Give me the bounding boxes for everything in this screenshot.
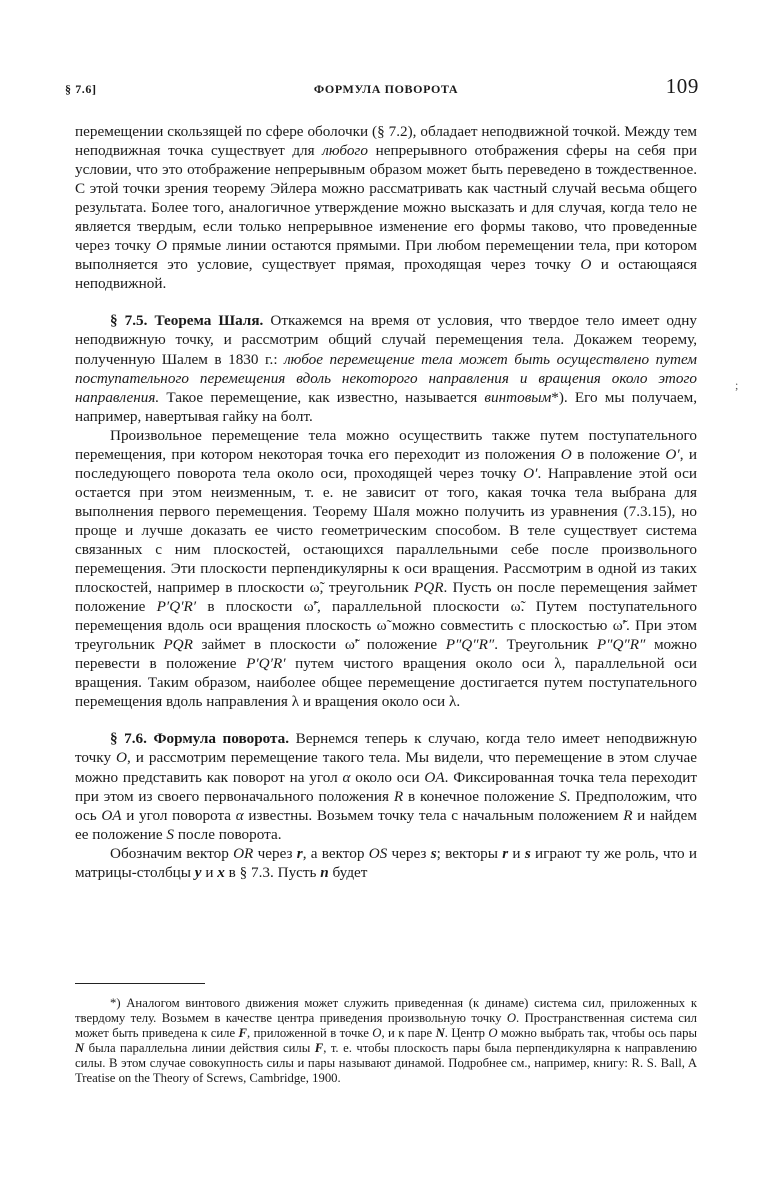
page <box>65 74 699 882</box>
section-7-5-heading: § 7.5. Теорема Шаля. <box>110 312 264 330</box>
header-title: ФОРМУЛА ПОВОРОТА <box>313 82 459 96</box>
section-7-6: § 7.6. Формула поворота. Вернемся теперь к случаю, когда тело имеет неподвижную точку O, и рассмотрим перемещение такого тела. Мы видели, что перемещение в этом случае можно представить как поворот на угол α около оси OA. Фиксированная точка тела переходит при этом из своего первоначального положения R в конечное положение S. Предположим, что ось OA и угол поворота α известны. Возьмем точку тела с начальным положением R и найдем ее положение S после поворота. <box>75 730 698 843</box>
header-section: § 7.6] <box>65 82 97 96</box>
body-text <box>75 122 697 882</box>
section-7-5: § 7.5. Теорема Шаля. Откажемся на время от условия, что твердое тело имеет одну неподвижную точку, и рассмотрим общий случай перемещения тела. Докажем теорему, полученную Шалем в 1830 г.: любое перемещение тела может быть осуществлено путем поступательного перемещения вдоль некоторого направления и вращения около этого направления. Такое перемещение, как известно, называется винтовым*). Его мы получаем, например, навертывая гайку на болт. <box>75 312 697 425</box>
footnote: *) Аналогом винтового движения может служить приведенная (к динаме) система сил, приложенных к твердому телу. Возьмем в качестве центра приведения произвольную точку O. Пространственная система сил может быть приведена к силе F, приложенной в точке O, и к паре N. Центр O можно выбрать так, чтобы ось пары N была параллельна линии действия силы F, т. е. чтобы плоскость пары была перпендикулярна к направлению силы. В этом случае совокупность силы и пары называют динамой. Подробнее см., например, книгу: R. S. Ball, A Treatise on the Theory of Screws, Cambridge, 1900. <box>75 996 698 1086</box>
running-header <box>65 74 699 104</box>
footnotes <box>75 983 697 1087</box>
margin-mark: ; <box>735 378 739 392</box>
footnote-rule <box>75 983 205 984</box>
paragraph-1: перемещении скользящей по сфере оболочки (§ 7.2), обладает неподвижной точкой. Между тем неподвижная точка существует для любого непрерывного отображения сферы на себя при условии, что это отображение непрерывным образом может быть переведено в тождественное. С этой точки зрения теорему Эйлера можно рассматривать как частный случай весьма общего результата. Более того, аналогичное утверждение можно высказать и для случая, когда тело не является твердым, если только непрерывное изменение его формы таково, что проведенные через точку O прямые линии остаются прямыми. При любом перемещении тела, при котором выполняется это условие, существует прямая, проходящая через точку O и остающаяся неподвижной. <box>75 123 697 293</box>
section-7-6-heading: § 7.6. Формула поворота. <box>110 730 290 748</box>
page-number: 109 <box>665 74 699 98</box>
paragraph-3: Произвольное перемещение тела можно осуществить также путем поступательного перемещения, при котором некоторая точка его переходит из положения O в положение O′, и последующего поворота тела около оси, проходящей через точку O′. Направление этой оси остается при этом неизменным, т. е. не зависит от того, какая точка тела выбрана для выполнения первого перемещения. Теорему Шаля можно получить из уравнения (7.3.15), но проще и лучше доказать ее чисто геометрическим способом. В теле существует система связанных с ним плоскостей, остающихся параллельными себе после произвольного перемещения. Эти плоскости перпендикулярны к оси вращения. Рассмотрим в одной из таких плоскостей, например в плоскости ω̃, треугольник PQR. Пусть он после перемещения займет положение P′Q′R′ в плоскости ω̃′, параллельной плоскости ω̃. Путем поступательного перемещения вдоль оси вращения плоскость ω̃ можно совместить с плоскостью ω̃′. При этом треугольник PQR займет в плоскости ω̃′ положение P″Q″R″. Треугольник P″Q″R″ можно перевести в положение P′Q′R′ путем чистого вращения около оси λ, параллельной оси вращения. Таким образом, наиболее общее перемещение достигается путем поступательного перемещения вдоль направления λ и вращения около оси λ. <box>75 426 698 711</box>
paragraph-5: Обозначим вектор OR через r, а вектор OS через s; векторы r и s играют ту же роль, что и матрицы-столбцы y и x в § 7.3. Пусть n будет <box>75 844 697 881</box>
